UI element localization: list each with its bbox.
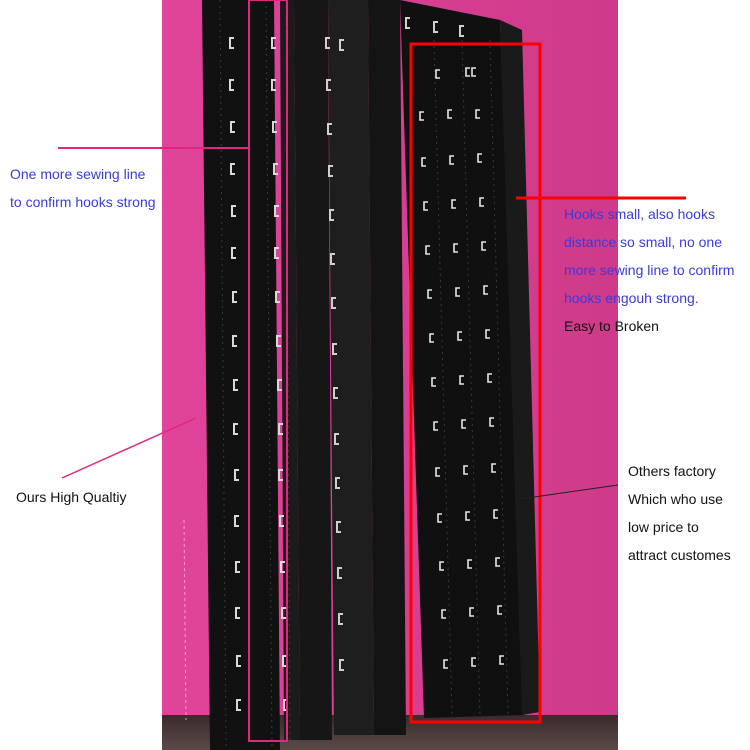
sewing-line-text-2: to confirm hooks strong: [10, 194, 156, 210]
others-hooks-text-2: distance so small, no one: [564, 234, 722, 250]
others-hooks-text-1: Hooks small, also hooks: [564, 206, 715, 222]
sewing-line-annotation: [10, 160, 156, 216]
easy-broken-annotation: Easy to Broken: [564, 318, 659, 334]
others-hooks-text-3: more sewing line to confirm: [564, 262, 735, 278]
sewing-line-text-1: One more sewing line: [10, 166, 146, 182]
others-factory-text-4: attract customes: [628, 547, 731, 563]
others-hooks-annotation: [564, 200, 734, 312]
corset-photo: [162, 0, 618, 750]
others-factory-text-2: Which who use: [628, 491, 723, 507]
others-factory-text-1: Others factory: [628, 463, 716, 479]
others-factory-annotation: [628, 457, 731, 569]
others-hooks-text-4: hooks engouh strong.: [564, 290, 699, 306]
ours-quality-annotation: Ours High Qualtiy: [16, 489, 127, 505]
others-factory-text-3: low price to: [628, 519, 699, 535]
